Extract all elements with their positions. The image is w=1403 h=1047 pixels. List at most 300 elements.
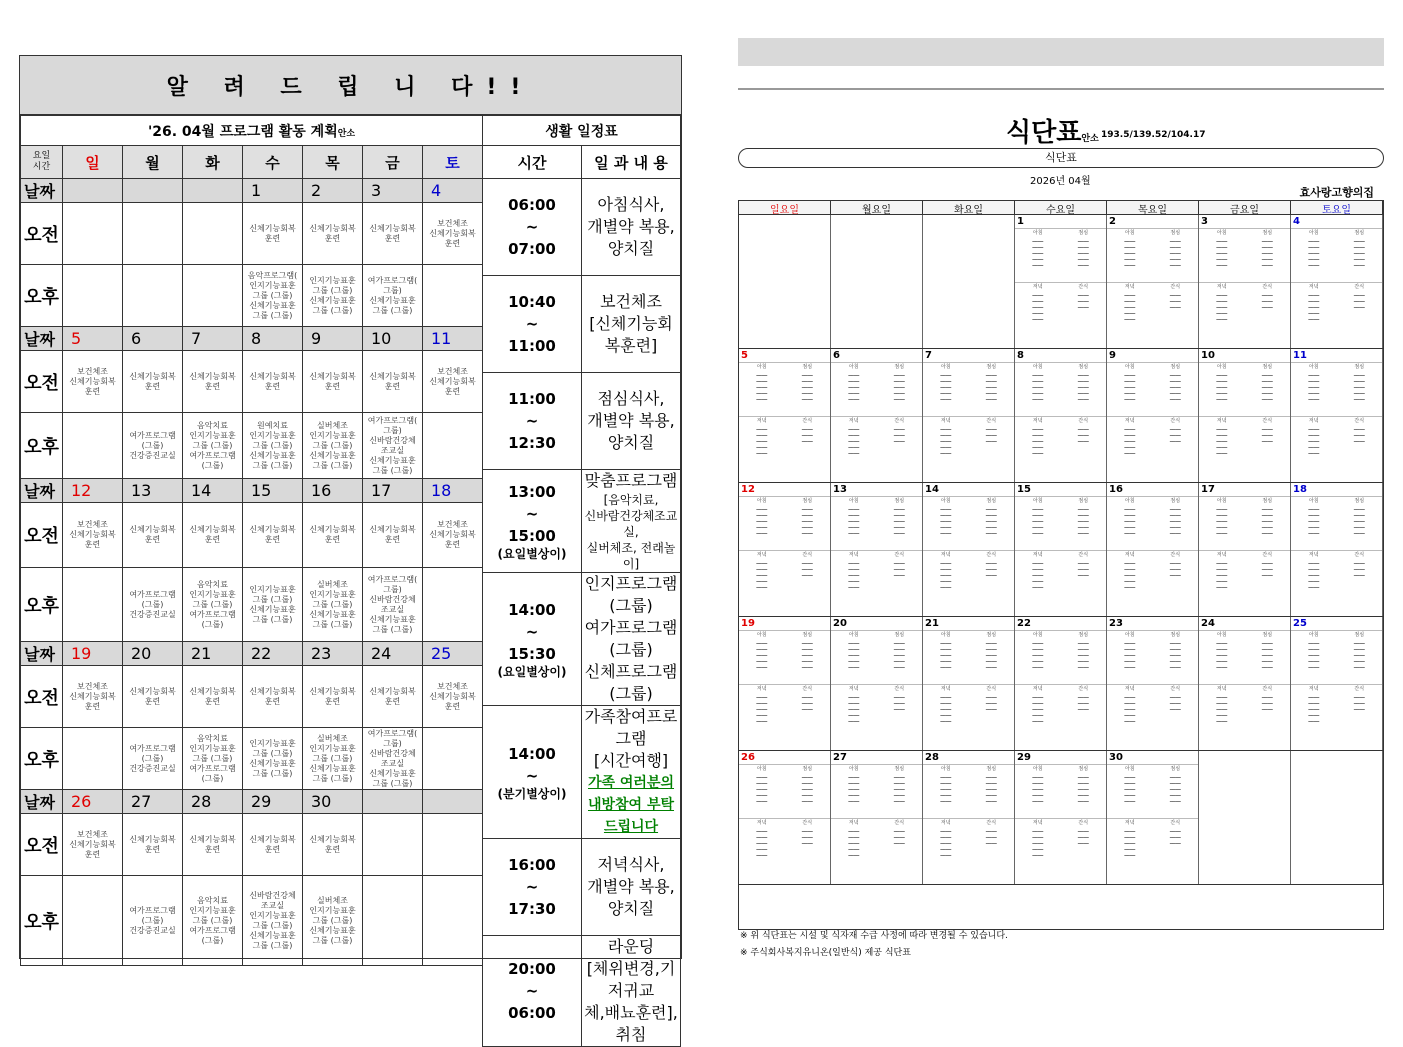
schedule-time	[483, 373, 582, 470]
pm-activity-cell: 인지기능표훈 그룹 (그룹) 신체기능표훈 그룹 (그룹)	[303, 265, 363, 327]
am-activity-cell	[363, 814, 423, 876]
meal-labels-breakfast-lunch	[1199, 362, 1290, 372]
pm-activity-cell: 여가프로그램( 그룹) 신체기능표훈 그룹 (그룹)	[363, 265, 423, 327]
meal-labels-dinner-snack	[739, 818, 830, 828]
meal-labels-dinner-snack	[739, 416, 830, 426]
breakfast-menu: ━━━━ ━━━━ ━━━━ ━━━━ ━━━━	[1032, 374, 1044, 403]
menu-day-cell	[923, 751, 1015, 884]
content-line: 개별약 복용,	[587, 411, 675, 430]
lunch-menu: ━━━━ ━━━━ ━━━━ ━━━━ ━━━━	[1353, 374, 1365, 403]
breakfast-label: 아침	[756, 498, 767, 504]
lunch-label: 점심	[986, 364, 997, 370]
pm-activity-cell: 여가프로그램 (그룹) 건강증진교실	[123, 568, 183, 642]
meal-block	[923, 774, 1014, 818]
lunch-menu: ━━━━ ━━━━ ━━━━ ━━━━ ━━━━	[985, 508, 997, 537]
lunch-menu: ━━━━ ━━━━ ━━━━ ━━━━ ━━━━	[1169, 776, 1181, 805]
meal-menu-panel	[738, 88, 1384, 958]
meal-labels-breakfast-lunch	[923, 362, 1014, 372]
meal-block	[1199, 372, 1290, 416]
date-row-label: 날짜	[21, 642, 63, 666]
program-calendar	[20, 115, 483, 966]
meal-block	[1199, 506, 1290, 550]
meal-block	[739, 694, 830, 738]
breakfast-label: 아침	[1124, 632, 1135, 638]
date-cell: 24	[363, 642, 423, 666]
time-line: ~	[525, 623, 539, 641]
dinner-label: 저녁	[1124, 418, 1135, 424]
time-line: 06:00	[508, 196, 556, 214]
snack-label: 간식	[802, 686, 813, 692]
meal-block	[1107, 506, 1198, 550]
menu-day-cell	[1199, 751, 1291, 884]
dinner-menu: ━━━━ ━━━━ ━━━━ ━━━━ ━━━━	[1216, 696, 1228, 725]
lunch-label: 점심	[894, 364, 905, 370]
lunch-menu: ━━━━ ━━━━ ━━━━ ━━━━ ━━━━	[985, 642, 997, 671]
schedule-time	[483, 470, 582, 573]
family-request-note: 내방참여 부탁드립니다	[587, 797, 675, 835]
lunch-menu: ━━━━ ━━━━ ━━━━ ━━━━ ━━━━	[893, 374, 905, 403]
snack-menu: ━━━━ ━━━━ ━━━━	[893, 428, 905, 445]
meal-labels-dinner-snack	[739, 684, 830, 694]
menu-day-number	[1199, 751, 1290, 764]
dinner-menu: ━━━━ ━━━━ ━━━━ ━━━━ ━━━━	[1216, 294, 1228, 323]
date-cell: 19	[63, 642, 123, 666]
pm-activity-cell: 여가프로그램 (그룹) 건강증진교실	[123, 728, 183, 790]
menu-day-number: 18	[1293, 484, 1307, 495]
lunch-label: 점심	[1354, 230, 1365, 236]
corner-bottom: 시간	[32, 162, 51, 172]
meal-labels-breakfast-lunch	[831, 630, 922, 640]
time-note: (분기별상이)	[497, 787, 567, 801]
breakfast-menu: ━━━━ ━━━━ ━━━━ ━━━━ ━━━━	[940, 374, 952, 403]
dinner-label: 저녁	[1216, 418, 1227, 424]
meal-block	[1107, 774, 1198, 818]
time-line: 14:00	[508, 745, 556, 763]
am-activity-cell: 신체기능회복 훈련	[123, 666, 183, 728]
menu-day-cell	[923, 617, 1015, 750]
menu-day-cell	[739, 751, 831, 884]
time-line: ~	[525, 767, 539, 785]
am-activity-cell: 신체기능회복 훈련	[183, 503, 243, 568]
dinner-menu: ━━━━ ━━━━ ━━━━ ━━━━ ━━━━	[1216, 562, 1228, 591]
schedule-time	[483, 706, 582, 839]
pm-row-label: 오후	[21, 568, 63, 642]
date-row-label: 날짜	[21, 327, 63, 351]
meal-block	[831, 694, 922, 738]
lunch-menu: ━━━━ ━━━━ ━━━━ ━━━━ ━━━━	[801, 642, 813, 671]
breakfast-label: 아침	[1032, 766, 1043, 772]
date-cell: 25	[423, 642, 483, 666]
meal-block	[923, 828, 1014, 872]
breakfast-menu: ━━━━ ━━━━ ━━━━ ━━━━ ━━━━	[848, 508, 860, 537]
lunch-menu: ━━━━ ━━━━ ━━━━ ━━━━ ━━━━	[1077, 776, 1089, 805]
date-cell	[123, 179, 183, 203]
date-cell: 30	[303, 790, 363, 814]
breakfast-label: 아침	[1216, 230, 1227, 236]
menu-day-cell	[1199, 349, 1291, 482]
dinner-label: 저녁	[848, 686, 859, 692]
lunch-label: 점심	[894, 498, 905, 504]
meal-block	[1291, 238, 1382, 282]
meal-labels-breakfast-lunch	[1291, 630, 1382, 640]
lunch-label: 점심	[802, 364, 813, 370]
meal-labels-breakfast-lunch	[923, 496, 1014, 506]
dinner-menu: ━━━━ ━━━━ ━━━━ ━━━━ ━━━━	[756, 562, 768, 591]
breakfast-menu: ━━━━ ━━━━ ━━━━ ━━━━ ━━━━	[848, 776, 860, 805]
year-month: 2026년 04월	[1030, 176, 1091, 187]
time-line: ~	[525, 878, 539, 896]
snack-label: 간식	[1262, 686, 1273, 692]
breakfast-label: 아침	[1308, 364, 1319, 370]
menu-day-number: 30	[1109, 752, 1123, 763]
lunch-label: 점심	[1170, 498, 1181, 504]
time-line: 12:30	[508, 434, 556, 452]
dinner-label: 저녁	[940, 686, 951, 692]
pm-activity-cell	[63, 876, 123, 966]
meal-labels-dinner-snack	[1015, 818, 1106, 828]
am-row-label: 오전	[21, 503, 63, 568]
menu-day-cell	[1291, 349, 1383, 482]
date-cell: 7	[183, 327, 243, 351]
menu-day-cell	[831, 483, 923, 616]
meal-block	[1015, 238, 1106, 282]
schedule-content	[582, 276, 681, 373]
pm-activity-cell	[423, 728, 483, 790]
menu-day-number: 10	[1201, 350, 1215, 361]
meal-block	[923, 506, 1014, 550]
meal-labels-dinner-snack	[923, 550, 1014, 560]
meal-labels-dinner-snack	[1107, 550, 1198, 560]
dinner-menu: ━━━━ ━━━━ ━━━━ ━━━━ ━━━━	[848, 562, 860, 591]
snack-label: 간식	[1078, 686, 1089, 692]
meal-block	[1291, 506, 1382, 550]
menu-day-number: 12	[741, 484, 755, 495]
meal-labels-breakfast-lunch	[1107, 630, 1198, 640]
pm-row-label: 오후	[21, 876, 63, 966]
lunch-label: 점심	[1170, 230, 1181, 236]
am-activity-cell: 신체기능회복 훈련	[363, 666, 423, 728]
snack-menu: ━━━━ ━━━━ ━━━━	[1077, 294, 1089, 311]
lunch-menu: ━━━━ ━━━━ ━━━━ ━━━━ ━━━━	[1077, 240, 1089, 269]
breakfast-label: 아침	[1032, 364, 1043, 370]
time-line: 11:00	[508, 337, 556, 355]
content-line: 여가프로그램(그룹)	[584, 618, 678, 659]
menu-day-cell	[739, 483, 831, 616]
pm-activity-cell: 실버체조 인지기능표훈 그룹 (그룹) 신체기능표훈 그룹 (그룹)	[303, 413, 363, 479]
date-cell	[183, 179, 243, 203]
breakfast-label: 아침	[940, 498, 951, 504]
content-line: 양치질	[607, 899, 655, 918]
content-line: 개별약 복용,	[587, 877, 675, 896]
snack-menu: ━━━━ ━━━━ ━━━━	[1353, 562, 1365, 579]
schedule-content	[582, 373, 681, 470]
pm-activity-cell: 여가프로그램( 그룹) 신바람건강체 조교실 신체기능표훈 그룹 (그룹)	[363, 413, 423, 479]
meal-block	[1107, 560, 1198, 604]
breakfast-label: 아침	[1308, 230, 1319, 236]
menu-day-cell	[1199, 483, 1291, 616]
lunch-menu: ━━━━ ━━━━ ━━━━ ━━━━ ━━━━	[893, 642, 905, 671]
snack-menu: ━━━━ ━━━━ ━━━━	[1169, 294, 1181, 311]
pm-activity-cell: 실버체조 인지기능표훈 그룹 (그룹) 신체기능표훈 그룹 (그룹)	[303, 728, 363, 790]
meal-block	[831, 426, 922, 470]
breakfast-label: 아침	[1308, 498, 1319, 504]
am-row-label: 오전	[21, 666, 63, 728]
meal-block	[1291, 694, 1382, 738]
time-line: 14:00	[508, 601, 556, 619]
lunch-menu: ━━━━ ━━━━ ━━━━ ━━━━ ━━━━	[1077, 642, 1089, 671]
am-activity-cell: 신체기능회복 훈련	[303, 203, 363, 265]
menu-day-cell	[1199, 215, 1291, 348]
snack-label: 간식	[1170, 552, 1181, 558]
menu-day-number	[739, 215, 830, 228]
menu-day-cell	[831, 215, 923, 348]
breakfast-menu: ━━━━ ━━━━ ━━━━ ━━━━ ━━━━	[756, 374, 768, 403]
meal-labels-breakfast-lunch	[1107, 496, 1198, 506]
lunch-label: 점심	[1262, 498, 1273, 504]
pm-activity-cell: 음악치료 인지기능표훈 그룹 (그룹) 여가프로그램 (그룹)	[183, 876, 243, 966]
breakfast-menu: ━━━━ ━━━━ ━━━━ ━━━━ ━━━━	[940, 776, 952, 805]
pm-activity-cell: 원예치료 인지기능표훈 그룹 (그룹) 신체기능표훈 그룹 (그룹)	[243, 413, 303, 479]
meal-labels-dinner-snack	[1199, 282, 1290, 292]
snack-label: 간식	[986, 820, 997, 826]
dinner-menu: ━━━━ ━━━━ ━━━━ ━━━━ ━━━━	[1124, 428, 1136, 457]
am-activity-cell: 신체기능회복 훈련	[183, 666, 243, 728]
meal-labels-dinner-snack	[1015, 282, 1106, 292]
am-activity-cell	[423, 814, 483, 876]
meal-block	[1291, 560, 1382, 604]
snack-label: 간식	[894, 418, 905, 424]
menu-day-number: 13	[833, 484, 847, 495]
dinner-menu: ━━━━ ━━━━ ━━━━ ━━━━ ━━━━	[1308, 428, 1320, 457]
snack-menu: ━━━━ ━━━━ ━━━━	[801, 696, 813, 713]
menu-day-number: 28	[925, 752, 939, 763]
dinner-label: 저녁	[1308, 418, 1319, 424]
meal-block	[1015, 292, 1106, 336]
pm-activity-cell: 인지기능표훈 그룹 (그룹) 신체기능표훈 그룹 (그룹)	[243, 728, 303, 790]
dinner-menu: ━━━━ ━━━━ ━━━━ ━━━━ ━━━━	[940, 428, 952, 457]
menu-day-cell	[1015, 349, 1107, 482]
top-gray-bar	[738, 38, 1384, 66]
time-line: 15:00	[508, 527, 556, 545]
menu-day-cell	[1291, 483, 1383, 616]
meal-labels-breakfast-lunch	[1199, 228, 1290, 238]
meal-block	[1199, 560, 1290, 604]
dinner-menu: ━━━━ ━━━━ ━━━━ ━━━━ ━━━━	[1308, 696, 1320, 725]
schedule-content	[582, 470, 681, 573]
content-line: 양치질	[607, 433, 655, 452]
pm-activity-cell: 음악치료 인지기능표훈 그룹 (그룹) 여가프로그램 (그룹)	[183, 568, 243, 642]
snack-label: 간식	[1354, 284, 1365, 290]
dinner-label: 저녁	[1124, 284, 1135, 290]
meal-block	[1291, 640, 1382, 684]
plan-title: '26. 04월 프로그램 활동 계획안소	[21, 116, 483, 146]
schedule-content-header: 일 과 내 용	[582, 146, 681, 179]
meal-block	[1291, 372, 1382, 416]
meal-labels-breakfast-lunch	[739, 362, 830, 372]
am-activity-cell: 신체기능회복 훈련	[243, 503, 303, 568]
meal-labels-dinner-snack	[739, 550, 830, 560]
snack-menu: ━━━━ ━━━━ ━━━━	[1261, 562, 1273, 579]
am-activity-cell: 신체기능회복 훈련	[183, 351, 243, 413]
menu-week-row	[739, 751, 1383, 885]
breakfast-menu: ━━━━ ━━━━ ━━━━ ━━━━ ━━━━	[1308, 240, 1320, 269]
date-cell: 4	[423, 179, 483, 203]
dinner-label: 저녁	[940, 820, 951, 826]
menu-week-row	[739, 483, 1383, 617]
breakfast-label: 아침	[848, 766, 859, 772]
dinner-label: 저녁	[756, 820, 767, 826]
date-cell: 6	[123, 327, 183, 351]
menu-day-cell	[923, 483, 1015, 616]
content-line: 아침식사,	[597, 195, 665, 214]
lunch-label: 점심	[986, 766, 997, 772]
meal-labels-breakfast-lunch	[1291, 496, 1382, 506]
breakfast-menu: ━━━━ ━━━━ ━━━━ ━━━━ ━━━━	[848, 374, 860, 403]
am-activity-cell: 신체기능회복 훈련	[243, 351, 303, 413]
date-cell	[423, 790, 483, 814]
lunch-menu: ━━━━ ━━━━ ━━━━ ━━━━ ━━━━	[1353, 508, 1365, 537]
meal-labels-dinner-snack	[1107, 416, 1198, 426]
facility-name: 효사랑고향의집	[1299, 186, 1374, 199]
am-activity-cell	[123, 203, 183, 265]
lunch-label: 점심	[986, 632, 997, 638]
menu-day-number	[1291, 751, 1382, 764]
schedule-time-header: 시간	[483, 146, 582, 179]
meal-block	[1107, 372, 1198, 416]
pm-row-label: 오후	[21, 728, 63, 790]
meal-block	[1015, 828, 1106, 872]
dinner-label: 저녁	[1032, 686, 1043, 692]
meal-block	[1107, 640, 1198, 684]
lunch-menu: ━━━━ ━━━━ ━━━━ ━━━━ ━━━━	[893, 508, 905, 537]
breakfast-menu: ━━━━ ━━━━ ━━━━ ━━━━ ━━━━	[1216, 508, 1228, 537]
meal-labels-breakfast-lunch	[1015, 630, 1106, 640]
meal-block	[1107, 426, 1198, 470]
pm-activity-cell: 음악프로그램( 인지기능표훈 그룹 (그룹) 신체기능표훈 그룹 (그룹)	[243, 265, 303, 327]
breakfast-label: 아침	[1124, 766, 1135, 772]
dinner-label: 저녁	[1216, 284, 1227, 290]
schedule-content	[582, 839, 681, 936]
menu-note: ※ 위 식단표는 시설 및 식자재 수급 사정에 따라 변경될 수 있습니다.	[740, 931, 1008, 941]
weekday-header: 토	[423, 146, 483, 179]
lunch-menu: ━━━━ ━━━━ ━━━━ ━━━━ ━━━━	[1261, 642, 1273, 671]
meal-labels-breakfast-lunch	[1107, 228, 1198, 238]
am-activity-cell	[183, 203, 243, 265]
schedule-time	[483, 276, 582, 373]
am-activity-cell: 신체기능회복 훈련	[243, 203, 303, 265]
schedule-content	[582, 936, 681, 1047]
content-detail: 신바람건강체조교실,	[584, 509, 678, 539]
snack-menu: ━━━━ ━━━━ ━━━━	[801, 562, 813, 579]
content-line: [신체기능회복훈련]	[589, 314, 673, 355]
date-cell: 12	[63, 479, 123, 503]
date-cell: 3	[363, 179, 423, 203]
breakfast-menu: ━━━━ ━━━━ ━━━━ ━━━━ ━━━━	[1124, 508, 1136, 537]
meal-block	[831, 828, 922, 872]
dinner-menu: ━━━━ ━━━━ ━━━━ ━━━━ ━━━━	[1216, 428, 1228, 457]
pm-activity-cell	[63, 568, 123, 642]
snack-menu: ━━━━ ━━━━ ━━━━	[1077, 696, 1089, 713]
weekday-header: 수	[243, 146, 303, 179]
menu-day-number	[831, 215, 922, 228]
time-line: ~	[525, 412, 539, 430]
meal-block	[1107, 694, 1198, 738]
dinner-menu: ━━━━ ━━━━ ━━━━ ━━━━ ━━━━	[848, 428, 860, 457]
time-line: 13:00	[508, 483, 556, 501]
date-cell: 11	[423, 327, 483, 351]
dinner-menu: ━━━━ ━━━━ ━━━━ ━━━━ ━━━━	[1308, 294, 1320, 323]
pm-activity-cell	[63, 728, 123, 790]
daily-schedule	[482, 115, 681, 1047]
am-activity-cell: 신체기능회복 훈련	[363, 351, 423, 413]
pm-activity-cell	[423, 265, 483, 327]
meal-block	[831, 506, 922, 550]
lunch-menu: ━━━━ ━━━━ ━━━━ ━━━━ ━━━━	[1261, 508, 1273, 537]
menu-day-number: 26	[741, 752, 755, 763]
pm-activity-cell: 여가프로그램 (그룹) 건강증진교실	[123, 413, 183, 479]
breakfast-label: 아침	[848, 364, 859, 370]
dinner-label: 저녁	[1032, 418, 1043, 424]
pm-activity-cell: 여가프로그램 (그룹) 건강증진교실	[123, 876, 183, 966]
content-line: 취침	[615, 1025, 647, 1044]
meal-block	[1015, 774, 1106, 818]
snack-menu: ━━━━ ━━━━ ━━━━	[1169, 428, 1181, 445]
am-row-label: 오전	[21, 814, 63, 876]
snack-menu: ━━━━ ━━━━ ━━━━	[893, 696, 905, 713]
meal-labels-breakfast-lunch	[923, 630, 1014, 640]
menu-day-number: 7	[925, 350, 932, 361]
pm-activity-cell	[63, 265, 123, 327]
breakfast-label: 아침	[1124, 364, 1135, 370]
dinner-menu: ━━━━ ━━━━ ━━━━ ━━━━ ━━━━	[1124, 696, 1136, 725]
dinner-menu: ━━━━ ━━━━ ━━━━ ━━━━ ━━━━	[756, 696, 768, 725]
schedule-content	[582, 179, 681, 276]
date-cell: 10	[363, 327, 423, 351]
meal-block	[923, 372, 1014, 416]
dinner-label: 저녁	[848, 552, 859, 558]
date-cell: 2	[303, 179, 363, 203]
breakfast-menu: ━━━━ ━━━━ ━━━━ ━━━━ ━━━━	[1216, 642, 1228, 671]
am-activity-cell: 신체기능회복 훈련	[303, 503, 363, 568]
date-cell: 17	[363, 479, 423, 503]
meal-labels-breakfast-lunch	[831, 362, 922, 372]
dinner-label: 저녁	[756, 418, 767, 424]
meal-labels-breakfast-lunch	[739, 764, 830, 774]
dinner-menu: ━━━━ ━━━━ ━━━━ ━━━━ ━━━━	[1032, 830, 1044, 859]
program-notice-panel	[19, 55, 682, 1044]
meal-labels-dinner-snack	[1291, 550, 1382, 560]
menu-day-cell	[1107, 751, 1199, 884]
lunch-label: 점심	[1078, 766, 1089, 772]
meal-block	[1015, 560, 1106, 604]
meal-block	[1015, 694, 1106, 738]
family-request-note: 가족 여러분의	[587, 775, 675, 791]
menu-day-number: 14	[925, 484, 939, 495]
dinner-menu: ━━━━ ━━━━ ━━━━ ━━━━ ━━━━	[1032, 294, 1044, 323]
menu-day-number: 2	[1109, 216, 1116, 227]
meal-block	[739, 640, 830, 684]
lunch-menu: ━━━━ ━━━━ ━━━━ ━━━━ ━━━━	[1169, 374, 1181, 403]
weekday-header: 화	[183, 146, 243, 179]
time-note: (요일별상이)	[497, 547, 567, 561]
menu-day-number: 1	[1017, 216, 1024, 227]
meal-labels-dinner-snack	[923, 684, 1014, 694]
dinner-menu: ━━━━ ━━━━ ━━━━ ━━━━ ━━━━	[1124, 830, 1136, 859]
menu-day-number: 3	[1201, 216, 1208, 227]
meal-labels-dinner-snack	[831, 818, 922, 828]
am-row-label: 오전	[21, 203, 63, 265]
menu-day-number: 15	[1017, 484, 1031, 495]
